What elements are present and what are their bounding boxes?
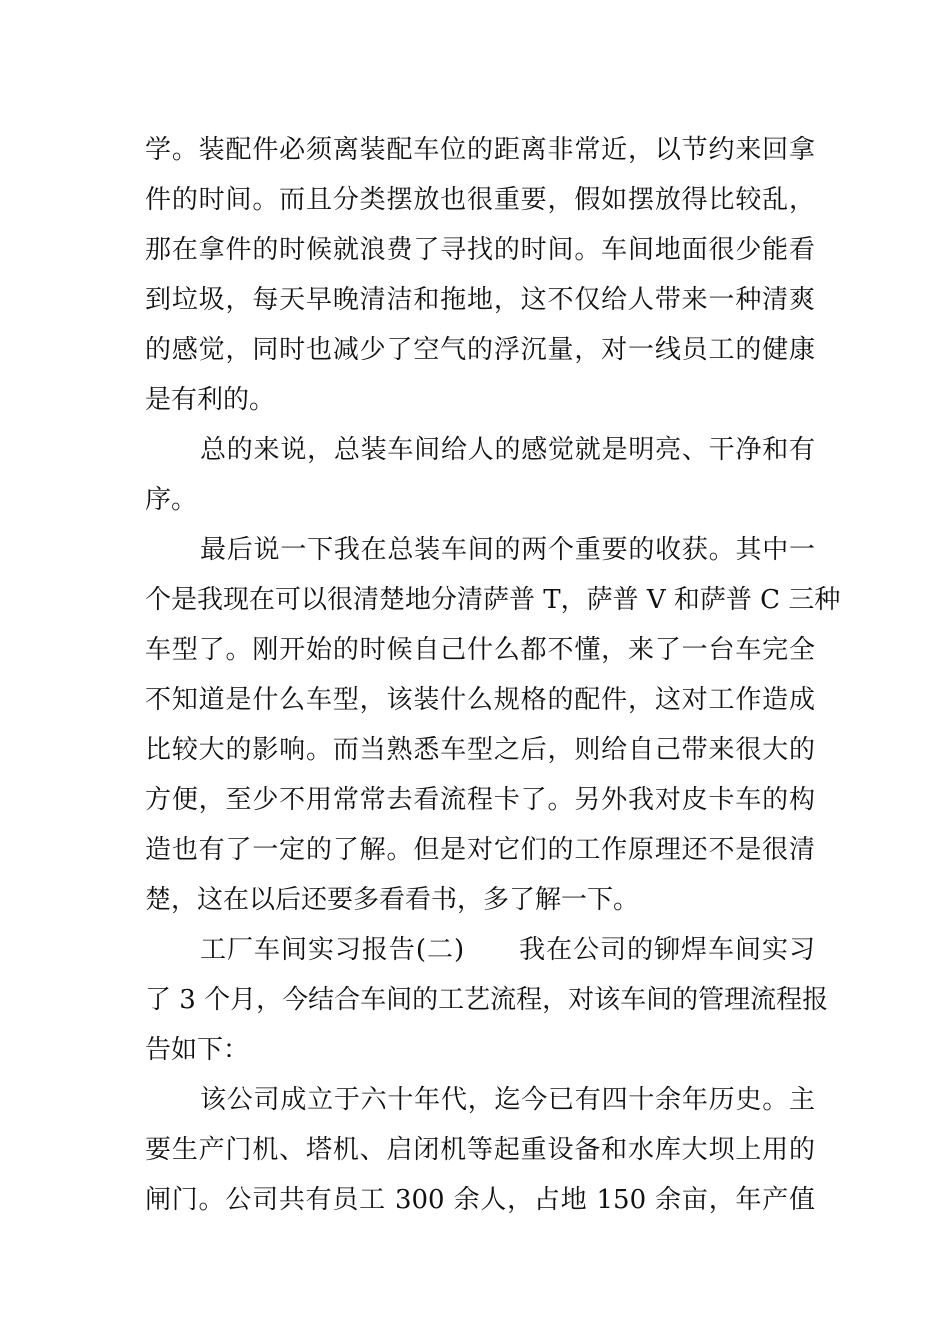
text-line: 造也有了一定的了解。但是对它们的工作原理还不是很清 [145, 835, 815, 865]
text-line: 是有利的。 [145, 385, 276, 415]
text-line: 比较大的影响。而当熟悉车型之后，则给自己带来很大的 [145, 735, 815, 765]
text-line: 了 3 个月，今结合车间的工艺流程，对该车间的管理流程报 [145, 985, 829, 1015]
text-line: 件的时间。而且分类摆放也很重要，假如摆放得比较乱， [145, 185, 815, 215]
text-line: 闸门。公司共有员工 300 余人，占地 150 余亩，年产值 [145, 1185, 815, 1215]
text-line: 楚，这在以后还要多看看书，多了解一下。 [145, 885, 640, 915]
text-line: 个是我现在可以很清楚地分清萨普 T，萨普 V 和萨普 C 三种 [145, 585, 841, 615]
text-line: 方便，至少不用常常去看流程卡了。另外我对皮卡车的构 [145, 785, 815, 815]
text-line: 该公司成立于六十年代，迄今已有四十余年历史。主 [200, 1085, 815, 1115]
text-line: 要生产门机、塔机、启闭机等起重设备和水库大坝上用的 [145, 1135, 815, 1165]
text-line: 最后说一下我在总装车间的两个重要的收获。其中一 [200, 535, 815, 565]
text-line: 的感觉，同时也减少了空气的浮沉量，对一线员工的健康 [145, 335, 815, 365]
text-line: 告如下： [145, 1035, 250, 1065]
text-line: 到垃圾，每天早晚清洁和拖地，这不仅给人带来一种清爽 [145, 285, 815, 315]
text-line: 总的来说，总装车间给人的感觉就是明亮、干净和有 [200, 435, 815, 465]
text-line: 那在拿件的时候就浪费了寻找的时间。车间地面很少能看 [145, 235, 815, 265]
text-line: 序。 [145, 485, 198, 515]
text-line: 车型了。刚开始的时候自己什么都不懂，来了一台车完全 [145, 635, 815, 665]
text-line: 工厂车间实习报告(二) 我在公司的铆焊车间实习 [200, 935, 815, 965]
text-line: 学。装配件必须离装配车位的距离非常近，以节约来回拿 [145, 135, 815, 165]
text-line: 不知道是什么车型，该装什么规格的配件，这对工作造成 [145, 685, 815, 715]
